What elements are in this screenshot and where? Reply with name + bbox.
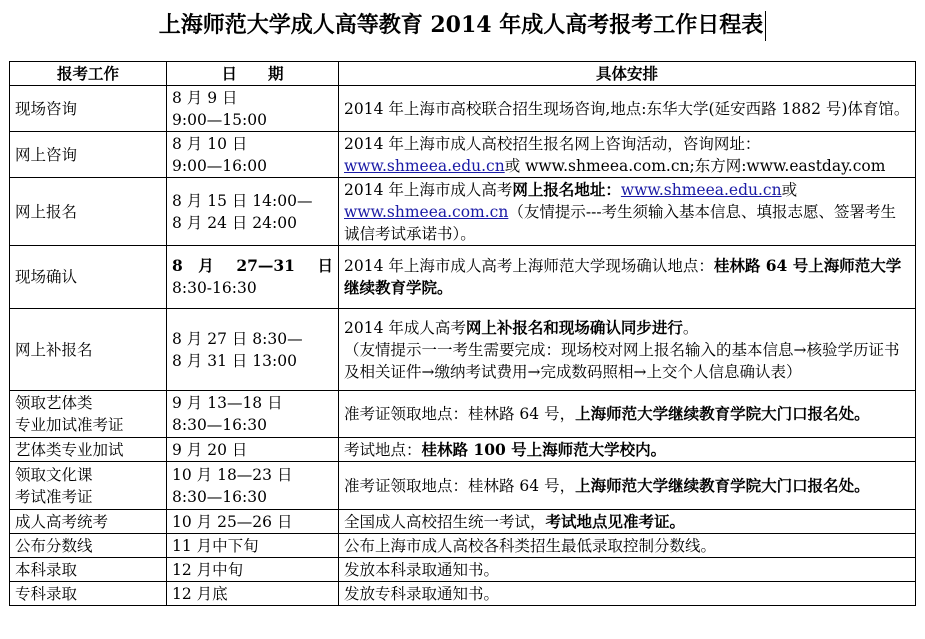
date-cell — [167, 86, 339, 132]
detail-text: 。 — [682, 318, 699, 337]
detail-text: 准考证领取地点：桂林路 64 号， — [344, 405, 576, 423]
table-row — [10, 438, 916, 462]
date-cell — [167, 462, 339, 510]
table-row — [10, 309, 916, 391]
date-part: 27—31 — [236, 256, 295, 275]
date-line: 9 月 13—18 日 — [172, 394, 283, 412]
date-cell: 12 月底 — [167, 582, 339, 606]
header-work: 报考工作 — [10, 62, 167, 86]
detail-bold-text: 网上补报名和现场确认同步进行 — [465, 317, 683, 337]
detail-cell: 发放本科录取通知书。 — [339, 558, 916, 582]
detail-cell — [339, 391, 916, 438]
detail-text: 2014 年上海市成人高考上海师范大学现场确认地点： — [344, 257, 714, 275]
detail-cell: 公布上海市成人高校各科类招生最低录取控制分数线。 — [339, 534, 916, 558]
schedule-table — [9, 61, 916, 606]
date-cell — [167, 178, 339, 246]
detail-text: 准考证领取地点：桂林路 64 号， — [344, 476, 576, 495]
work-line: 领取艺体类 — [15, 394, 93, 412]
work-cell: 网上咨询 — [10, 132, 167, 178]
work-cell: 艺体类专业加试 — [10, 438, 167, 462]
date-line: 8:30-16:30 — [172, 279, 257, 297]
date-line: 8 月 9 日 — [172, 88, 238, 107]
detail-bold-text: 考试地点见准考证。 — [545, 511, 686, 531]
shmeea-edu-link[interactable]: www.shmeea.edu.cn — [344, 156, 505, 175]
header-detail: 具体安排 — [339, 62, 916, 86]
detail-cell — [339, 132, 916, 178]
work-cell — [10, 391, 167, 438]
table-header-row — [10, 62, 916, 86]
detail-cell — [339, 178, 916, 246]
work-line: 考试准考证 — [15, 487, 93, 506]
table-row — [10, 510, 916, 534]
shmeea-com-link[interactable]: www.shmeea.com.cn — [344, 202, 509, 221]
date-line: 8 月 31 日 13:00 — [172, 351, 297, 370]
work-cell: 现场咨询 — [10, 86, 167, 132]
work-cell: 网上补报名 — [10, 309, 167, 391]
work-cell: 专科录取 — [10, 582, 167, 606]
work-line: 专业加试准考证 — [15, 416, 124, 434]
work-cell: 网上报名 — [10, 178, 167, 246]
detail-cell — [339, 462, 916, 510]
date-cell: 9 月 20 日 — [167, 438, 339, 462]
text-cursor — [765, 11, 766, 41]
date-line: 9:00—15:00 — [172, 110, 267, 129]
date-cell: 10 月 25—26 日 — [167, 510, 339, 534]
detail-text: 2014 年上海市成人高考 — [344, 180, 513, 199]
date-cell — [167, 246, 339, 309]
detail-cell — [339, 438, 916, 462]
date-line: 9:00—16:00 — [172, 156, 267, 175]
date-part: 日 — [317, 256, 333, 275]
work-cell — [10, 462, 167, 510]
detail-cell — [339, 246, 916, 309]
table-row — [10, 558, 916, 582]
detail-bold-text: 桂林路 100 号上海师范大学校内。 — [421, 439, 667, 459]
title-text: 上海师范大学成人高等教育 2014 年成人高考报考工作日程表 — [158, 12, 764, 38]
detail-bold-text: 上海师范大学继续教育学院大门口报名处。 — [575, 404, 870, 423]
date-line: 8:30—16:30 — [172, 416, 267, 434]
date-line: 8:30—16:30 — [172, 487, 267, 506]
table-row — [10, 86, 916, 132]
date-part: 8 月 — [172, 256, 214, 275]
detail-text: 全国成人高校招生统一考试， — [344, 512, 546, 531]
date-line: 10 月 18—23 日 — [172, 465, 293, 484]
table-row — [10, 534, 916, 558]
table-row — [10, 246, 916, 309]
table-row — [10, 132, 916, 178]
date-cell — [167, 391, 339, 438]
detail-text: 或 www.shmeea.com.cn;东方网:www.eastday.com — [504, 156, 886, 175]
table-row — [10, 462, 916, 510]
work-line: 领取文化课 — [15, 465, 93, 484]
table-row — [10, 582, 916, 606]
work-cell: 现场确认 — [10, 246, 167, 309]
date-cell: 11 月中下旬 — [167, 534, 339, 558]
detail-cell: 2014 年上海市高校联合招生现场咨询,地点:东华大学(延安西路 1882 号)体育馆。 — [339, 86, 916, 132]
page-title — [0, 8, 925, 42]
date-line: 8 月 10 日 — [172, 134, 248, 153]
detail-text: （友情提示---考生须输入基本信息、填报志愿、签署考生诚信考试承诺书）。 — [344, 202, 897, 243]
date-line — [172, 255, 333, 277]
date-line: 8 月 27 日 8:30— — [172, 329, 303, 348]
detail-bold-text: 上海师范大学继续教育学院大门口报名处。 — [575, 475, 870, 495]
date-line: 8 月 24 日 24:00 — [172, 213, 297, 232]
work-cell: 公布分数线 — [10, 534, 167, 558]
detail-text: （友情提示一一考生需要完成：现场校对网上报名输入的基本信息→核验学历证书及相关证件→缴纳考试费用→完成数码照相→上交个人信息确认表） — [344, 340, 900, 381]
header-date: 日 期 — [167, 62, 339, 86]
detail-cell — [339, 510, 916, 534]
detail-text: 2014 年上海市成人高校招生报名网上咨询活动，咨询网址： — [344, 134, 761, 153]
date-cell — [167, 132, 339, 178]
work-cell: 本科录取 — [10, 558, 167, 582]
work-cell: 成人高考统考 — [10, 510, 167, 534]
detail-text: 或 — [781, 180, 798, 199]
detail-bold-text: 桂林路 64 号上海师范大学继续教育学院。 — [344, 256, 902, 297]
date-cell — [167, 309, 339, 391]
detail-cell: 发放专科录取通知书。 — [339, 582, 916, 606]
date-cell: 12 月中旬 — [167, 558, 339, 582]
shmeea-edu-link[interactable]: www.shmeea.edu.cn — [620, 180, 782, 199]
detail-cell — [339, 309, 916, 391]
table-row — [10, 391, 916, 438]
detail-bold-text: 网上报名地址： — [512, 179, 621, 199]
date-line: 8 月 15 日 14:00— — [172, 191, 313, 210]
table-row — [10, 178, 916, 246]
detail-text: 2014 年成人高考 — [344, 318, 466, 337]
detail-text: 考试地点： — [344, 440, 422, 459]
